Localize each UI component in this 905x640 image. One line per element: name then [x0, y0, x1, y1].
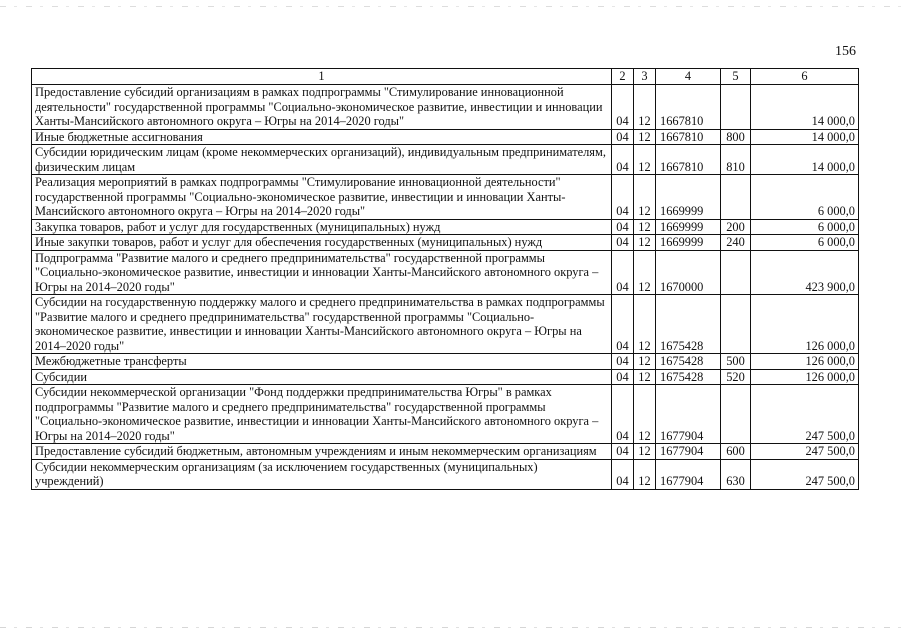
- cell-c4: 1670000: [656, 250, 721, 295]
- page-number: 156: [835, 44, 856, 59]
- cell-c3: 12: [634, 295, 656, 354]
- cell-c4: 1677904: [656, 385, 721, 444]
- row-description: Предоставление субсидий бюджетным, автономным учреждениям и иным некоммерческим организациям: [32, 444, 612, 460]
- cell-c2: 04: [612, 385, 634, 444]
- table-row: [32, 295, 859, 354]
- cell-c4: 1667810: [656, 145, 721, 175]
- table-row: [32, 250, 859, 295]
- row-description: Предоставление субсидий организациям в рамках подпрограммы "Стимулирование инновационной деятельности" государственной программы "Социально-экономическое развитие, инвестиции и инновации Ханты-Мансийского автономного округа – Югры на 2014–2020 годы": [32, 85, 612, 130]
- table-row: [32, 145, 859, 175]
- cell-c3: 12: [634, 145, 656, 175]
- cell-c2: 04: [612, 129, 634, 145]
- scan-artifact-bottom: [0, 627, 905, 628]
- cell-c2: 04: [612, 175, 634, 220]
- cell-c6: 126 000,0: [751, 369, 859, 385]
- cell-c2: 04: [612, 459, 634, 489]
- cell-c2: 04: [612, 444, 634, 460]
- cell-c5: 600: [721, 444, 751, 460]
- cell-c5: [721, 385, 751, 444]
- cell-c3: 12: [634, 354, 656, 370]
- cell-c6: 126 000,0: [751, 354, 859, 370]
- header-col-1: 1: [32, 69, 612, 85]
- cell-c2: 04: [612, 354, 634, 370]
- cell-c5: [721, 85, 751, 130]
- cell-c2: 04: [612, 85, 634, 130]
- cell-c4: 1675428: [656, 295, 721, 354]
- table-row: [32, 385, 859, 444]
- row-description: Закупка товаров, работ и услуг для государственных (муниципальных) нужд: [32, 219, 612, 235]
- header-col-6: 6: [751, 69, 859, 85]
- cell-c3: 12: [634, 129, 656, 145]
- cell-c3: 12: [634, 459, 656, 489]
- cell-c4: 1675428: [656, 354, 721, 370]
- table-row: [32, 129, 859, 145]
- cell-c2: 04: [612, 145, 634, 175]
- cell-c5: [721, 250, 751, 295]
- cell-c5: 200: [721, 219, 751, 235]
- cell-c6: 6 000,0: [751, 235, 859, 251]
- cell-c3: 12: [634, 385, 656, 444]
- row-description: Субсидии некоммерческим организациям (за исключением государственных (муниципальных) учреждений): [32, 459, 612, 489]
- row-description: Субсидии на государственную поддержку малого и среднего предпринимательства в рамках подпрограммы "Развитие малого и среднего предпринимательства" государственной программы "Социально-экономическое развитие, инвестиции и инновации Ханты-Мансийского автономного округа – Югры на 2014–2020 годы": [32, 295, 612, 354]
- row-description: Подпрограмма "Развитие малого и среднего предпринимательства" государственной программы "Социально-экономическое развитие, инвестиции и инновации Ханты-Мансийского автономного округа – Югры на 2014–2020 годы": [32, 250, 612, 295]
- cell-c2: 04: [612, 219, 634, 235]
- cell-c3: 12: [634, 369, 656, 385]
- cell-c4: 1669999: [656, 219, 721, 235]
- table-row: [32, 444, 859, 460]
- table-row: [32, 85, 859, 130]
- cell-c2: 04: [612, 250, 634, 295]
- table-row: [32, 175, 859, 220]
- cell-c6: 6 000,0: [751, 219, 859, 235]
- cell-c2: 04: [612, 295, 634, 354]
- header-row: [32, 69, 859, 85]
- cell-c5: 630: [721, 459, 751, 489]
- cell-c5: [721, 175, 751, 220]
- cell-c2: 04: [612, 235, 634, 251]
- cell-c4: 1669999: [656, 235, 721, 251]
- cell-c5: 500: [721, 354, 751, 370]
- row-description: Иные бюджетные ассигнования: [32, 129, 612, 145]
- cell-c2: 04: [612, 369, 634, 385]
- cell-c4: 1669999: [656, 175, 721, 220]
- cell-c6: 14 000,0: [751, 129, 859, 145]
- cell-c6: 247 500,0: [751, 459, 859, 489]
- cell-c5: 800: [721, 129, 751, 145]
- cell-c6: 14 000,0: [751, 145, 859, 175]
- row-description: Реализация мероприятий в рамках подпрограммы "Стимулирование инновационной деятельности" государственной программы "Социально-экономическое развитие, инвестиции и инновации Ханты-Мансийского автономного округа – Югры на 2014–2020 годы": [32, 175, 612, 220]
- header-col-5: 5: [721, 69, 751, 85]
- cell-c6: 126 000,0: [751, 295, 859, 354]
- header-col-4: 4: [656, 69, 721, 85]
- row-description: Межбюджетные трансферты: [32, 354, 612, 370]
- row-description: Субсидии: [32, 369, 612, 385]
- cell-c5: 810: [721, 145, 751, 175]
- cell-c3: 12: [634, 219, 656, 235]
- table-row: [32, 354, 859, 370]
- table-row: [32, 235, 859, 251]
- cell-c6: 247 500,0: [751, 444, 859, 460]
- cell-c4: 1667810: [656, 129, 721, 145]
- cell-c4: 1675428: [656, 369, 721, 385]
- table-row: [32, 459, 859, 489]
- cell-c3: 12: [634, 175, 656, 220]
- cell-c3: 12: [634, 235, 656, 251]
- cell-c6: 6 000,0: [751, 175, 859, 220]
- cell-c5: [721, 295, 751, 354]
- cell-c5: 240: [721, 235, 751, 251]
- row-description: Субсидии некоммерческой организации "Фонд поддержки предпринимательства Югры" в рамках подпрограммы "Развитие малого и среднего предпринимательства" государственной программы "Социально-экономическое развитие, инвестиции и инновации Ханты-Мансийского автономного округа – Югры на 2014–2020 годы": [32, 385, 612, 444]
- cell-c4: 1677904: [656, 459, 721, 489]
- table-row: [32, 369, 859, 385]
- scan-artifact-top: [0, 6, 905, 7]
- cell-c4: 1677904: [656, 444, 721, 460]
- cell-c3: 12: [634, 85, 656, 130]
- row-description: Иные закупки товаров, работ и услуг для обеспечения государственных (муниципальных) нужд: [32, 235, 612, 251]
- cell-c5: 520: [721, 369, 751, 385]
- cell-c4: 1667810: [656, 85, 721, 130]
- table-row: [32, 219, 859, 235]
- cell-c3: 12: [634, 250, 656, 295]
- cell-c6: 423 900,0: [751, 250, 859, 295]
- cell-c6: 14 000,0: [751, 85, 859, 130]
- cell-c3: 12: [634, 444, 656, 460]
- header-col-3: 3: [634, 69, 656, 85]
- header-col-2: 2: [612, 69, 634, 85]
- cell-c6: 247 500,0: [751, 385, 859, 444]
- row-description: Субсидии юридическим лицам (кроме некоммерческих организаций), индивидуальным предпринимателям, физическим лицам: [32, 145, 612, 175]
- budget-table: [31, 68, 859, 490]
